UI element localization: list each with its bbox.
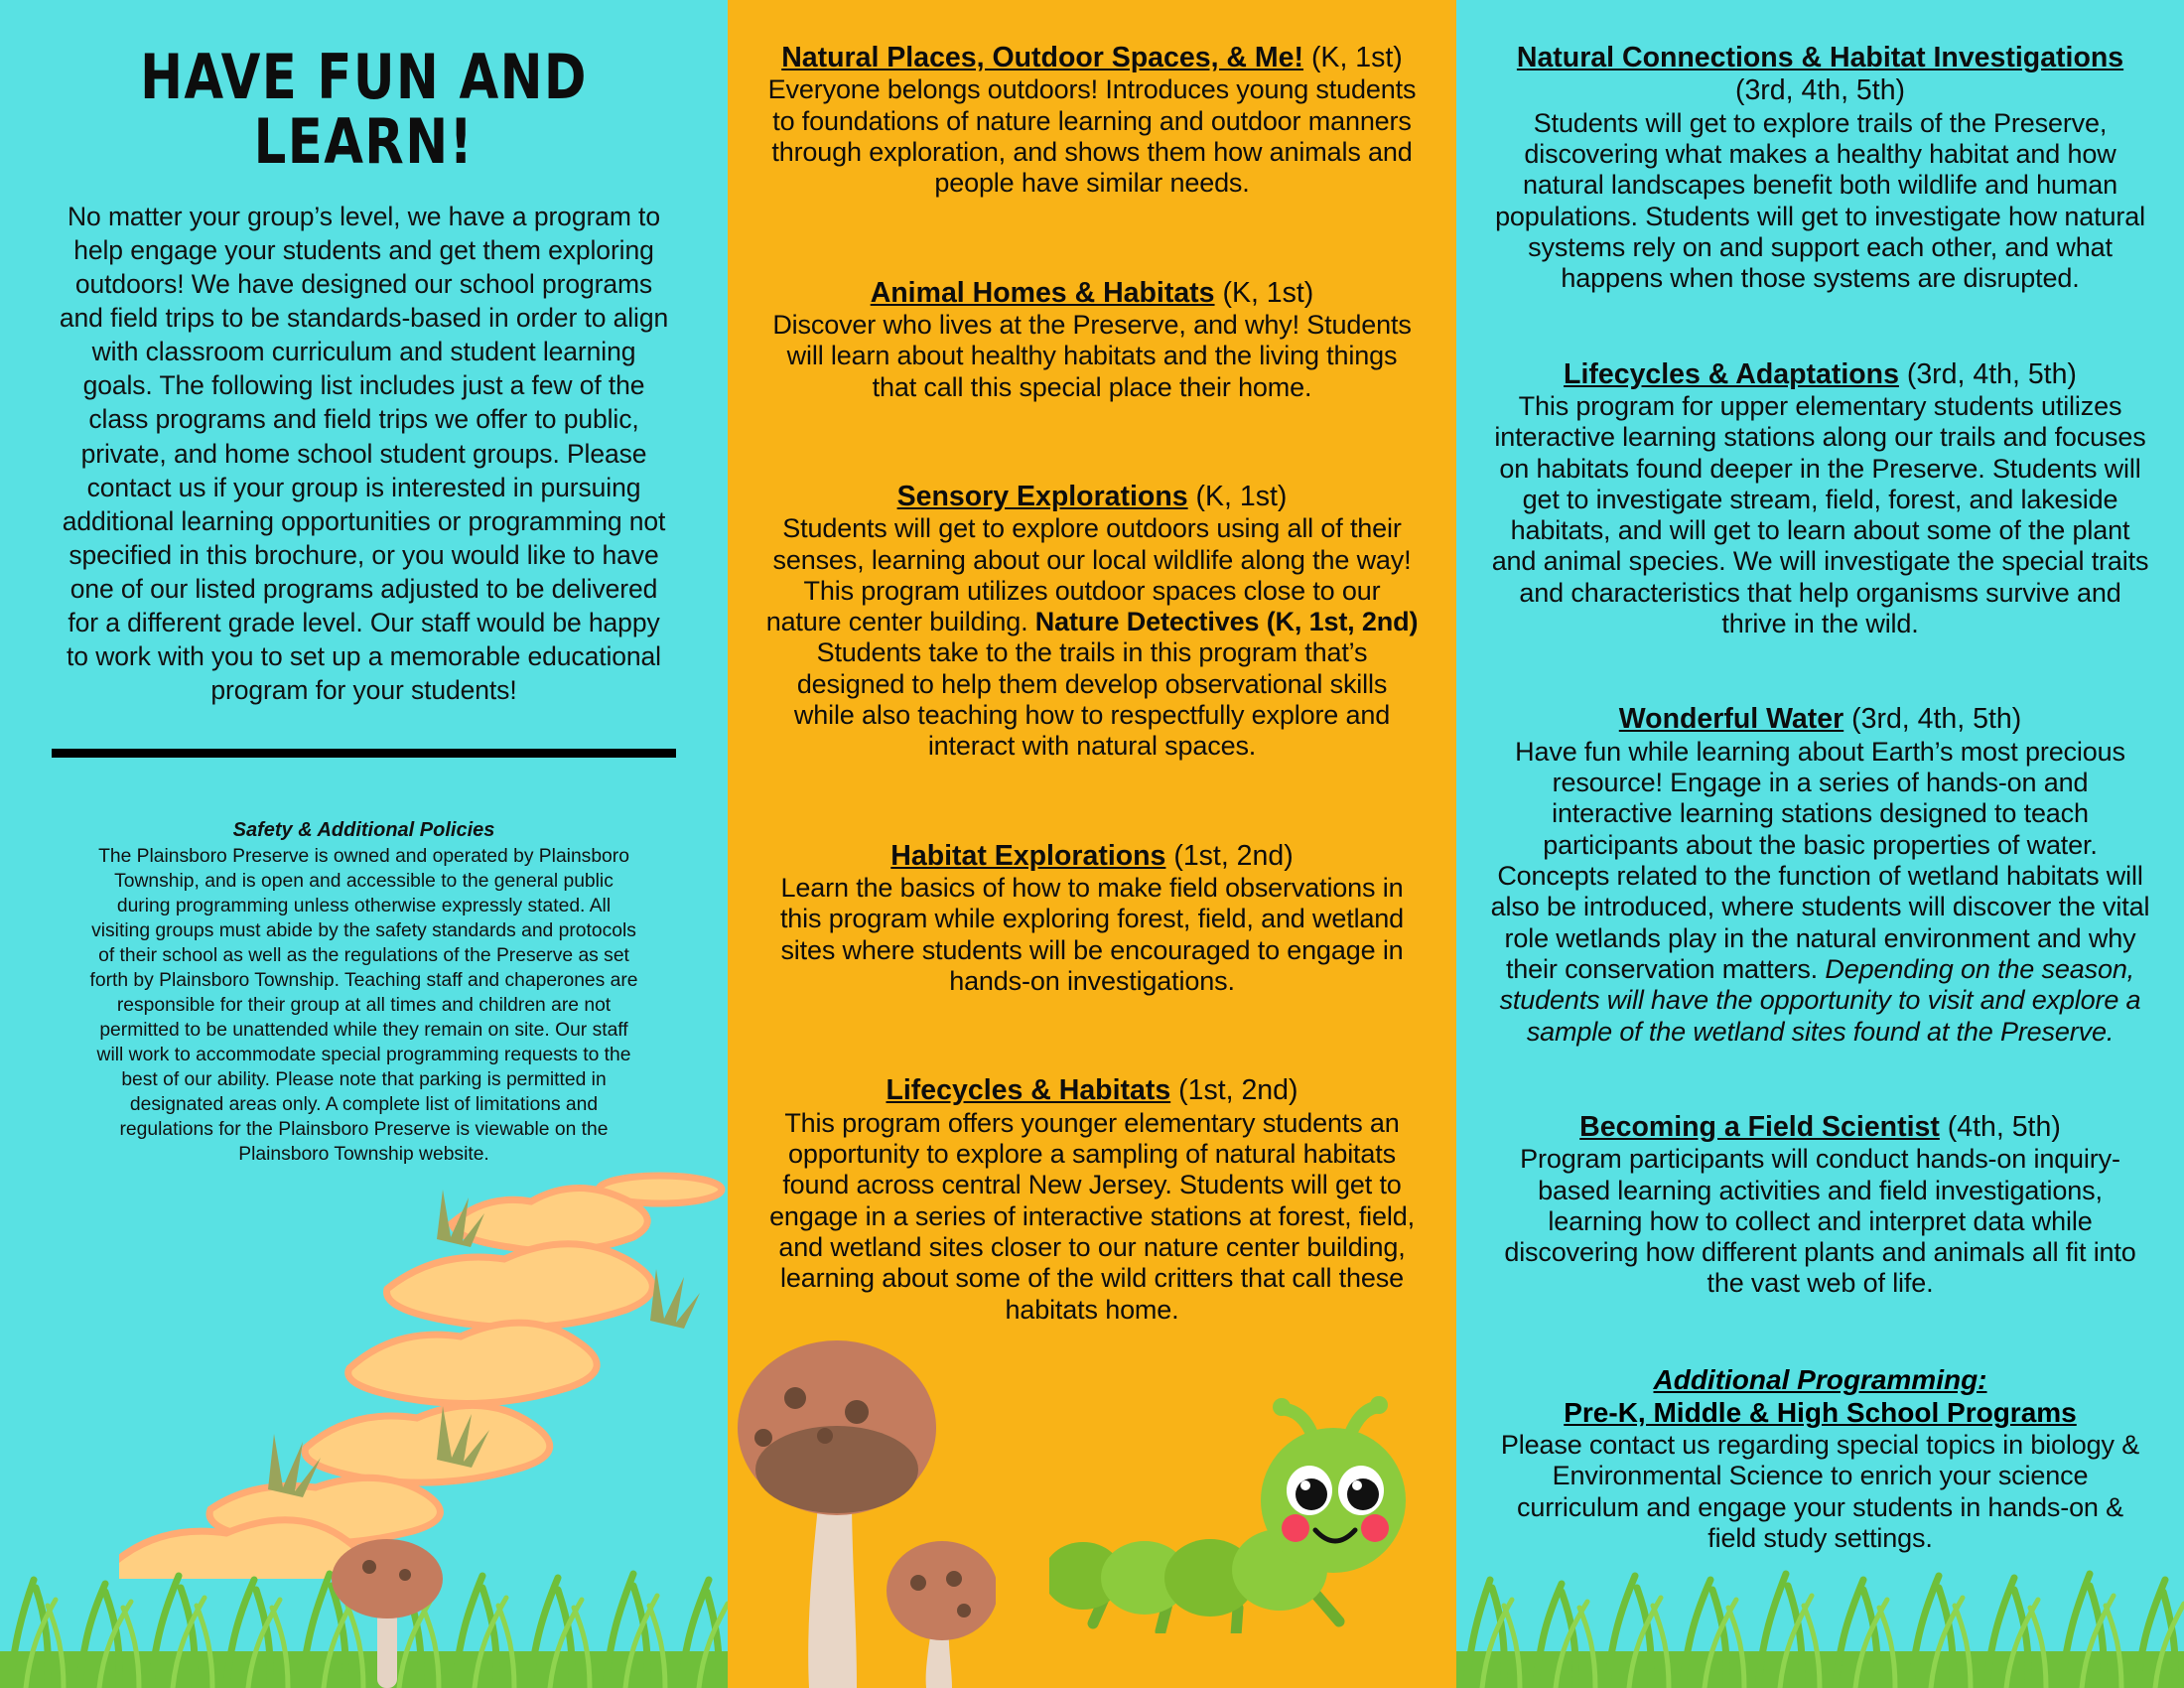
program-name: Natural Places, Outdoor Spaces, & Me! <box>781 42 1304 73</box>
left-panel <box>0 0 728 1688</box>
program-name: Natural Connections & Habitat Investigations <box>1516 42 2124 73</box>
middle-panel-content <box>728 0 1456 1326</box>
spacer <box>763 233 1421 277</box>
spacer <box>763 437 1421 481</box>
spacer <box>1490 1081 2150 1111</box>
inline-program-description: Students take to the trails in this program that’s designed to help them develop observational skills while also teaching how to respectfully explore and interact with natural spaces. <box>793 637 1391 762</box>
section-divider <box>52 749 676 758</box>
intro-paragraph: No matter your group’s level, we have a program to help engage your students and get them exploring outdoors! We have designed our school programs and field trips to be standards-based in order to align with classroom curriculum and student learning goals. The following list includes just a few of the class programs and field trips we offer to public, private, and home school student groups. Please contact us if your group is interested in pursuing additional learning opportunities or programming not specified in this brochure, or you would like to have one of our listed programs adjusted to be delivered for a different grade level. Our staff would be happy to work with you to set up a memorable educational program for your students! <box>59 202 669 705</box>
grass-illustration <box>1456 1544 2184 1688</box>
program-item <box>763 1074 1421 1326</box>
program-heading <box>763 42 1421 74</box>
program-item <box>763 481 1421 763</box>
program-grades: (3rd, 4th, 5th) <box>1851 703 2022 736</box>
program-grades: (3rd, 4th, 5th) <box>1906 357 2077 390</box>
safety-policies-text: The Plainsboro Preserve is owned and operated by Plainsboro Township, and is open and accessible to the general public during programming unless otherwise expressly stated. All visiting groups must abide by the safety standards and protocols of their school as well as the regulations of the Preserve as set forth by Plainsboro Township. Teaching staff and chaperones are responsible for their group at all times and children are not permitted to be unattended while they remain on site. Our staff will work to accommodate special programming requests to the best of our ability. Please note that parking is permitted in designated areas only. A complete list of limitations and regulations for the Plainsboro Preserve is viewable on the Plainsboro Township website. <box>89 845 638 1165</box>
caterpillar-illustration <box>1049 1385 1446 1633</box>
program-grades: (1st, 2nd) <box>1173 839 1294 872</box>
program-name: Lifecycles & Adaptations <box>1564 357 1899 390</box>
program-name: Wonderful Water <box>1618 703 1844 736</box>
program-name: Becoming a Field Scientist <box>1579 1110 1940 1143</box>
program-grades: (4th, 5th) <box>1947 1110 2061 1143</box>
program-grades: (K, 1st) <box>1310 42 1403 73</box>
right-panel-content <box>1456 0 2184 1554</box>
additional-programming-subheading: Pre-K, Middle & High School Programs <box>1564 1397 2077 1429</box>
program-description: Learn the basics of how to make field observations in this program while exploring forest, field, and wetland sites where students will be encouraged to engage in hands-on investigations. <box>779 873 1405 996</box>
page-title: HAVE FUN AND LEARN! <box>140 41 588 179</box>
program-grades: (3rd, 4th, 5th) <box>1734 74 1906 107</box>
program-heading <box>763 840 1421 873</box>
program-heading <box>1490 703 2150 736</box>
program-description-text: Students will get to explore outdoors using all of their senses, learning about our local wildlife along the way! This program utilizes outdoor spaces close to our nature center building. <box>765 513 1412 637</box>
program-item <box>1490 703 2150 1047</box>
right-panel <box>1456 0 2184 1688</box>
program-description-italic: Depending on the season, students will have the opportunity to visit and explore a sample of the wetland sites found at the Preserve. <box>1499 953 2141 1047</box>
program-item <box>1490 358 2150 640</box>
spacer <box>1490 673 2150 703</box>
program-description: Program participants will conduct hands-on inquiry-based learning activities and field investigations, learning how to collect and interpret data while discovering how different plants and animals all fit into the vast web of life. <box>1504 1144 2136 1299</box>
inline-program-name: Nature Detectives <box>1034 607 1260 637</box>
program-item <box>763 42 1421 200</box>
program-description <box>1490 737 2150 1048</box>
spacer <box>1490 329 2150 358</box>
spacer <box>763 1031 1421 1074</box>
program-item <box>763 277 1421 403</box>
additional-programming-heading: Additional Programming: <box>1653 1363 1987 1395</box>
spacer <box>763 796 1421 840</box>
stepping-stones-illustration <box>119 1162 728 1579</box>
middle-panel <box>728 0 1456 1688</box>
program-heading <box>1490 1111 2150 1144</box>
left-panel-content <box>0 0 728 1168</box>
program-heading <box>1490 358 2150 391</box>
program-heading <box>763 277 1421 310</box>
spacer <box>1490 1334 2150 1363</box>
program-heading <box>763 1074 1421 1107</box>
program-description: Discover who lives at the Preserve, and why! Students will learn about healthy habitats and the living things that call this special place their home. <box>772 309 1412 402</box>
program-heading <box>763 481 1421 513</box>
safety-policies-title: Safety & Additional Policies <box>232 818 495 841</box>
program-description <box>763 513 1421 763</box>
program-grades: (1st, 2nd) <box>1178 1074 1298 1107</box>
program-description-text: Have fun while learning about Earth’s most precious resource! Engage in a series of hands-on and interactive learning stations designed to teach participants about the basic properties of water. Concepts related to the function of wetland habitats will also be introduced, where students will discover the vital role wetlands play in the natural environment and why their conservation matters. <box>1490 736 2150 984</box>
program-item <box>1490 1111 2150 1300</box>
program-item <box>1490 42 2150 295</box>
safety-policies-section <box>52 758 676 1168</box>
program-name: Animal Homes & Habitats <box>870 276 1215 309</box>
program-description: This program for upper elementary students utilizes interactive learning stations along our trails and focuses on habitats found deeper in the Preserve. Students will get to investigate stream, field, forest, and lakeside habitats, and will get to learn about some of the plant and animal species. We will investigate the special traits and characteristics that help organisms survive and thrive in the wild. <box>1491 390 2149 639</box>
program-item <box>763 840 1421 998</box>
program-heading <box>1490 42 2150 108</box>
additional-programming-section <box>1490 1363 2150 1554</box>
inline-program-grades: (K, 1st, 2nd) <box>1266 607 1419 637</box>
program-name: Habitat Explorations <box>890 839 1166 872</box>
program-grades: (K, 1st) <box>1222 276 1314 309</box>
program-description: This program offers younger elementary students an opportunity to explore a sampling of natural habitats found across central New Jersey. Students will get to engage in a series of interactive stations at forest, field, and wetland sites closer to our nature center building, learning about some of the wild critters that call these habitats home. <box>769 1107 1415 1325</box>
program-name: Lifecycles & Habitats <box>886 1074 1171 1107</box>
program-description: Everyone belongs outdoors! Introduces young students to foundations of nature learning and outdoor manners through exploration, and shows them how animals and people have similar needs. <box>767 74 1417 199</box>
program-grades: (K, 1st) <box>1195 480 1288 512</box>
program-name: Sensory Explorations <box>896 480 1188 512</box>
additional-programming-text: Please contact us regarding special topics in biology & Environmental Science to enrich your science curriculum and engage your students in hands-on & field study settings. <box>1500 1429 2140 1553</box>
grass-illustration <box>0 1544 728 1688</box>
program-description: Students will get to explore trails of the Preserve, discovering what makes a healthy habitat and how natural landscapes benefit both wildlife and human populations. Students will get to investigate how natural systems rely on and support each other, and what happens when those systems are disrupted. <box>1495 107 2145 294</box>
mushrooms-illustration <box>728 1321 996 1688</box>
